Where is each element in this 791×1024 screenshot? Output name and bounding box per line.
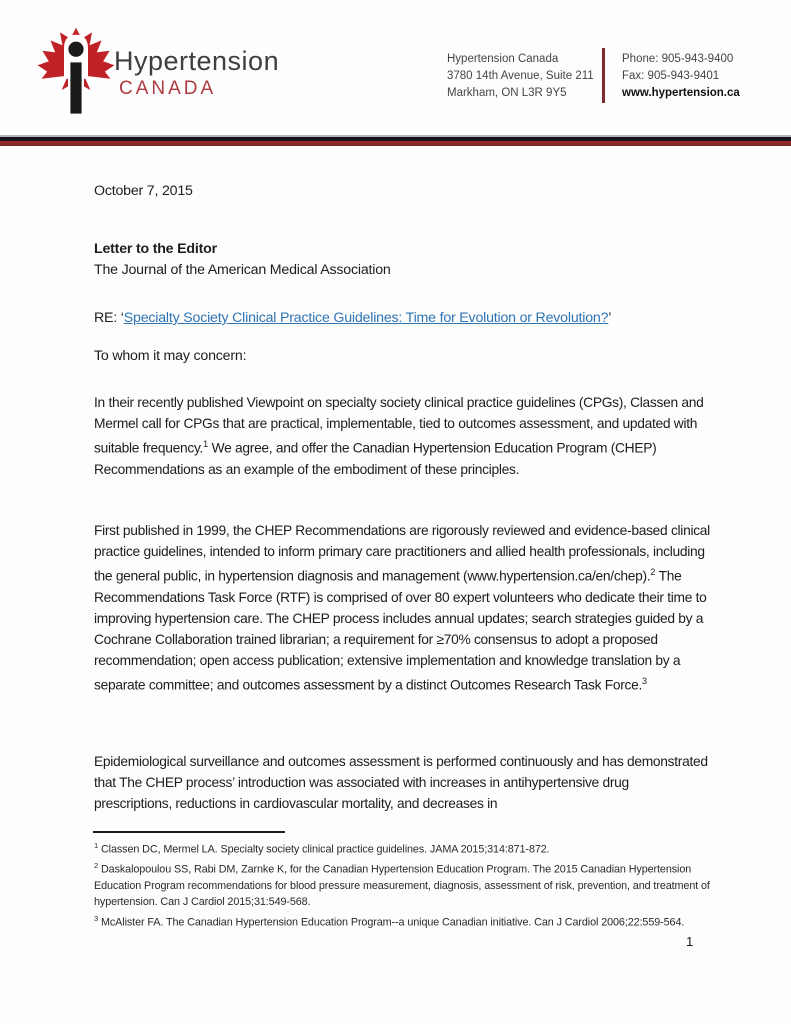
body-paragraph-3: Epidemiological surveillance and outcomes assessment is performed continuously and has demonstrated that The CHEP process’ introduction was associated with increases in antihypertensive drug prescriptions, reductions in cardiovascular mortality, and decreases in [94,754,708,811]
header-website: www.hypertension.ca [622,87,740,99]
re-subject-line [94,308,611,329]
page-number: 1 [686,934,694,949]
hypertension-canada-maple-leaf-logo [36,26,116,118]
footnote-3: $^3$ McAlister FA. The Canadian Hypertension Education Program--a unique Canadian initiative. Can J Cardiol 2006;22:559-564. [94,913,685,929]
brand-country: CANADA [119,78,217,99]
footnote-divider [93,831,285,833]
header-address [447,51,594,102]
rule-red-line [0,141,791,146]
letter-heading: Letter to the Editor [94,241,217,257]
salutation: To whom it may concern: [94,348,247,364]
footnote-1: $^1$ Classen DC, Mermel LA. Specialty society clinical practice guidelines. JAMA 2015;314:871-872. [94,841,550,856]
body-paragraph-1: In their recently published Viewpoint on specialty society clinical practice guidelines (CPGs), Classen and Mermel call for CPGs that are practical, implementable, tied to outcomes assessment, and updated with suitable frequency.$^1$ We agree, and offer the Canadian Hypertension Education Program (CHEP) Recommendations as an example of the embodiment of these principles. [94,395,704,477]
header-line: 3780 14th Avenue, Suite 211 [447,70,594,82]
header-contact [622,51,740,102]
brand-name: Hypertension [114,46,280,76]
letter-recipient: The Journal of the American Medical Association [94,262,391,278]
re-subject-link[interactable]: Specialty Society Clinical Practice Guidelines: Time for Evolution or Revolution? [123,310,609,326]
header-divider [602,48,605,103]
letter-date: October 7, 2015 [94,183,193,199]
letterhead-rule [0,135,791,146]
re-suffix: ’ [608,310,612,326]
header-line: Hypertension Canada [447,53,559,65]
header-contact-lines [622,51,740,85]
body-paragraph-2: First published in 1999, the CHEP Recommendations are rigorously reviewed and evidence-based clinical practice guidelines, intended to inform primary care practitioners and allied health professionals, including the general public, in hypertension diagnosis and management (www.hypertension.ca/en/chep).$^2$ The Recommendations Task Force (RTF) is comprised of over 80 expert volunteers who dedicate their time to improving hypertension care. The CHEP process includes annual updates; search strategies guided by a Cochrane Collaboration trained librarian; a requirement for ≥70% consensus to adopt a proposed recommendation; open access publication; extensive implementation and knowledge translation by a separate committee; and outcomes assessment by a distinct Outcomes Research Task Force.$^3$ [94,523,710,693]
footnotes [94,838,738,931]
header-line: Phone: 905-943-9400 [622,53,734,65]
header-line: Fax: 905-943-9401 [622,70,720,82]
footnote-2: $^2$ Daskalopoulou SS, Rabi DM, Zarnke K, for the Canadian Hypertension Education Program. The 2015 Canadian Hypertension Education Program recommendations for blood pressure measurement, diagnosis, assessment of risk, prevention, and treatment of hypertension. Can J Cardiol 2015;31:549-568. [94,861,710,909]
header-line: Markham, ON L3R 9Y5 [447,87,567,99]
re-prefix: RE: ‘ [94,310,124,326]
